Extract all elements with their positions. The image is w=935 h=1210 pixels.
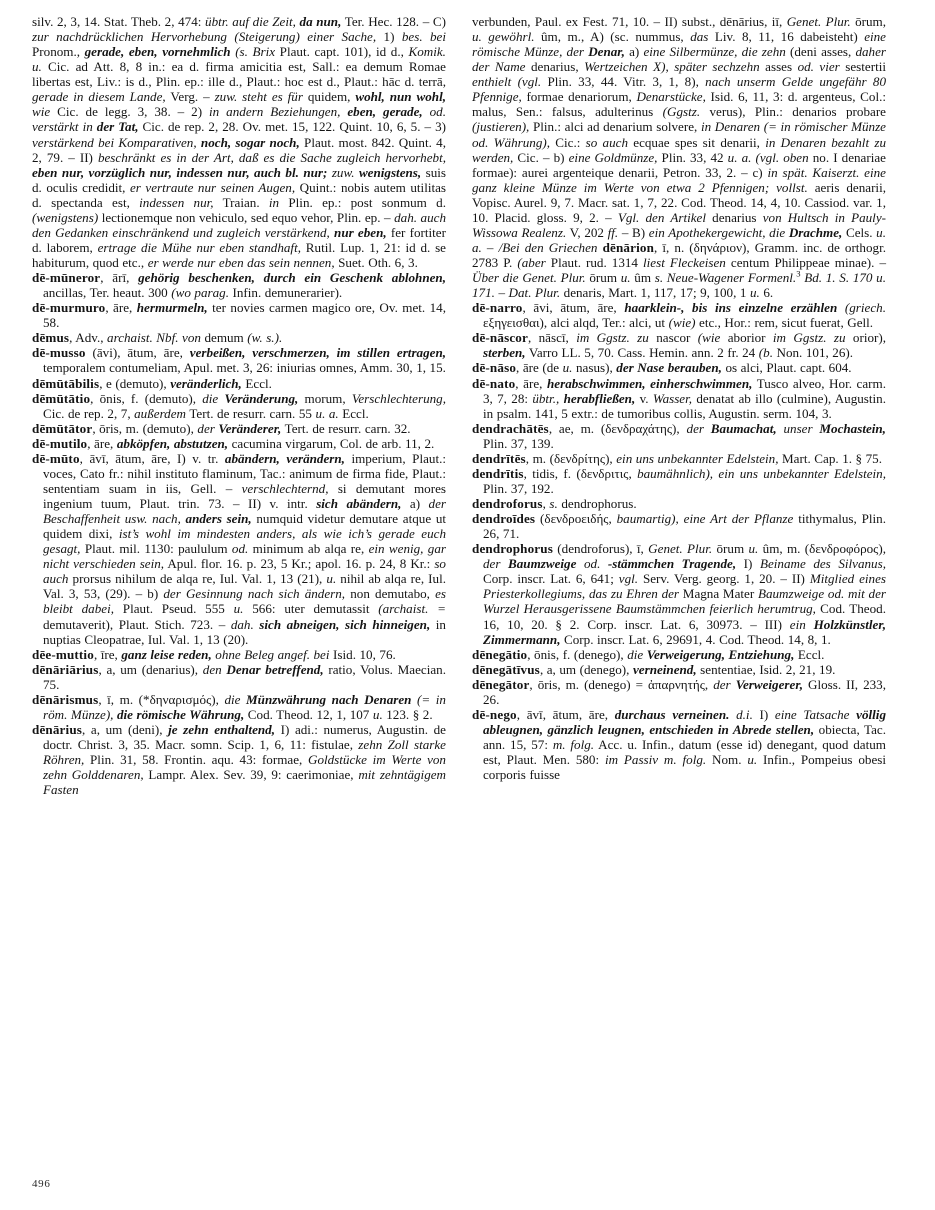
headword: dēnegātor (472, 676, 530, 692)
headword: dēmūtātio (32, 390, 91, 406)
editorial-italic: (s. Brix (235, 44, 276, 60)
headword: dē-narro (472, 300, 523, 316)
dictionary-entry: dē-mutilo, āre, abköpfen, abstutzen, cacumina virgarum, Col. de arb. 11, 2. (32, 435, 435, 451)
editorial-italic: bes. bei (401, 29, 446, 45)
dictionary-entry: dendrachātēs, ae, m. (δενδραχάτης), der Baumachat, unser Mochastein, Plin. 37, 139. (472, 420, 886, 451)
headword: dē-mutilo (32, 435, 88, 451)
dictionary-entry: dēnāriārius, a, um (denarius), den Denar betreffend, ratio, Volus. Maecian. 75. (32, 661, 447, 692)
dictionary-entry: dē-nato, āre, herabschwimmen, einherschwimmen, Tusco alveo, Hor. carm. 3, 7, 28: übtr., herabfließen, v. Wasser, denatat ab illo (culmine), Augustin. in psalm. 141, 5 extr.: de tumoribus collis, Augustin. serm. 104, 3. (472, 375, 886, 421)
editorial-italic: baumartig), eine Art der Pflanze (616, 511, 794, 527)
headword: dē-mūneror (32, 270, 101, 286)
headword: dē-nāso (472, 360, 517, 376)
german-gloss: Verweigerer, (735, 676, 803, 692)
german-gloss: abändern, verändern, (224, 450, 345, 466)
editorial-italic: das (690, 29, 709, 45)
dictionary-entry: dē-nāso, āre (de u. nasus), der Nase berauben, os alci, Plaut. capt. 604. (472, 360, 852, 376)
editorial-italic: ein uns unbekannter Edelstein, (616, 450, 779, 466)
german-gloss: Denar betreffend, (226, 661, 324, 677)
dictionary-entry: dēmūtābilis, e (demuto), veränderlich, Eccl. (32, 375, 272, 391)
editorial-italic: eine Goldmünze, (568, 149, 658, 165)
editorial-italic: Wasser, (652, 390, 693, 406)
editorial-italic: von Hultsch in Pauly-Wissowa Realenz. (472, 209, 886, 240)
editorial-italic: im Ggstz. zu (772, 330, 846, 346)
editorial-italic: od. (231, 541, 249, 557)
editorial-italic: zehn Zoll starke Röhren, (43, 737, 446, 768)
editorial-italic: im Ggstz. zu (576, 330, 649, 346)
dictionary-entry: dē-mūneror, ārī, gehörig beschenken, durch ein Geschenk ablohnen, ancillas, Ter. heaut. 300 (wo parag. Infin. demunerarier). (32, 270, 446, 301)
headword: dēnāriārius (32, 661, 99, 677)
editorial-italic: Dat. Plur. (508, 285, 561, 301)
page-number: 496 (32, 1178, 51, 1190)
german-gloss: sterben, (483, 345, 526, 361)
entry-continuation: verbunden, Paul. ex Fest. 71, 10. – II) subst., dēnārius, iī, Genet. Plur. ōrum, u. gewöhrl. ûm, m., A) (sc. nummus, das Liv. 8, 11, 16 dabeisteht) eine römische Münze, der Denar, a) eine Silbermünze, die zehn (deni asses, daher der Name denarius, Wertzeichen X), später sechzehn asses od. vier sestertii enthielt (vgl. Plin. 33, 44. Vitr. 3, 1, 8), nach unserm Gelde ungefähr 80 Pfennige, formae denariorum, Denarstücke, Isid. 6, 11, 3: d. argenteus, Col.: malus, Sen.: falsus, adulterinus (Ggstz. verus), Plin.: denarios probare (justieren), Plin.: alci ad denarium solvere, in Denaren (= in römischer Münze od. Währung), Cic.: so auch ecquae spes sit denarii, in Denaren bezahlt zu werden, Cic. – b) eine Goldmünze, Plin. 33, 42 u. a. (vgl. oben no. I denariae formae): aurei argenteique denarii, Petron. 33, 2. – c) in spät. Kaiserzt. eine ganz kleine Münze im Werte von etwa 2 Pfennigen; vollst. aeris denarii, Vopisc. Aurel. 9, 7. Macr. sat. 1, 7, 22. Cod. Theod. 14, 4, 10. Cassiod. var. 1, 10. Placid. gloss. 9, 2. – Vgl. den Artikel denarius von Hultsch in Pauly-Wissowa Realenz. V, 202 ff. – B) ein Apothekergewicht, die Drachme, Cels. u. a. – /Bei den Griechen dēnārion, ī, n. (δηνάριον), Gramm. inc. de orthogr. 2783 P. (aber Plaut. rud. 1314 liest Fleckeisen centum Philippeae minae). – Über die Genet. Plur. ōrum u. ûm s. Neue-Wagener Formenl.$^3$ Bd. 1. S. 170 u. 171. – Dat. Plur. denaris, Mart. 1, 117, 17; 9, 100, 1 u. 6. (472, 14, 887, 301)
editorial-italic: (wo parag. (171, 285, 229, 301)
editorial-italic: Denarstücke, (636, 89, 706, 105)
german-gloss: gerade, eben, vornehmlich (84, 44, 231, 60)
editorial-italic: Mitglied eines Priesterkollegiums, das zu Ehren der (483, 571, 886, 602)
dictionary-entry: dē-nego, āvī, ātum, āre, durchaus verneinen. d.i. I) eine Tatsache völlig ableugnen, gänzlich leugnen, entschieden in Abrede stellen, obiecta, Tac. ann. 15, 57: m. folg. Acc. u. Infin., datum (esse id) denegant, quod datum est, Plaut. Men. 580: im Passiv m. folg. Nom. u. Infin., Pompeius obesi corporis fuisse (472, 706, 886, 783)
editorial-italic: Goldstücke im Werte von zehn Golddenaren, (43, 752, 446, 783)
german-gloss: nur; (303, 164, 328, 180)
editorial-italic: in (268, 194, 280, 210)
editorial-italic: vgl. (618, 571, 639, 587)
editorial-italic: nach unserm Gelde ungefähr 80 Pfennige, (472, 74, 886, 105)
dictionary-entry: dēnegātīvus, a, um (denego), verneinend, sententiae, Isid. 2, 21, 19. (472, 661, 836, 677)
editorial-italic: dah. (230, 616, 254, 632)
german-gloss: haarklein-, bis ins einzelne erzählen (624, 300, 838, 316)
editorial-italic: archaist. Nbf. von (107, 330, 201, 346)
german-gloss: die römische Währung, (117, 706, 245, 722)
editorial-italic: beschränkt es in der Art, daß es die Sache zugleich hervorhebt, (97, 149, 446, 165)
editorial-italic: ertrage die Mühe nur eben standhaft, (97, 239, 301, 255)
headword: dē-mūto (32, 450, 80, 466)
dictionary-entry: dendroforus, s. dendrophorus. (472, 496, 637, 511)
german-gloss: Baumachat, (710, 420, 777, 436)
dictionary-entry: dē-musso (āvi), ātum, āre, verbeißen, verschmerzen, im stillen ertragen, temporalem contumeliam, Apul. met. 3, 26: iniurias omnes, Amm. 30, 1, 15. (32, 345, 447, 376)
editorial-italic: m. folg. (552, 737, 595, 752)
editorial-italic: zur nachdrücklichen Hervorhebung (Steigerung) einer Sache, (32, 29, 377, 45)
editorial-italic: u. (326, 571, 337, 587)
headword: dēnārion (602, 239, 655, 255)
editorial-italic: (archaist. = (378, 601, 447, 617)
german-gloss: veränderlich, (170, 375, 242, 391)
right-column (472, 14, 886, 782)
dictionary-entry: dē-narro, āvi, ātum, āre, haarklein-, bis ins einzelne erzählen (griech. εξηγεισθαι), alci alqd, Ter.: alci, ut (wie) etc., Hor.: rem, sicut fuerat, Gell. (472, 300, 886, 331)
dictionary-entry: dēnārius, a, um (deni), je zehn enthaltend, I) adi.: numerus, Augustin. de doctr. Christ. 3, 35. Macr. somn. Scip. 1, 6, 11: fistulae, zehn Zoll starke Röhren, Plin. 31, 58. Frontin. aqu. 43: formae, Goldstücke im Werte von zehn Golddenaren, Lampr. Alex. Sev. 39, 9: caerimoniae, mit zehntägigem Fasten (32, 721, 447, 798)
editorial-italic: s. (549, 496, 558, 511)
editorial-italic: in Denaren (= in römischer Münze od. Währung), (472, 119, 886, 150)
editorial-italic: außerdem (134, 405, 187, 421)
german-gloss: Veränderer, (218, 420, 282, 436)
headword: dē-nato (472, 375, 516, 391)
german-gloss: Holzkünstler, Zimmermann, (483, 616, 886, 647)
german-gloss: wohl, nun wohl, (355, 89, 446, 105)
dictionary-entry: dēmus, Adv., archaist. Nbf. von demum (w. s.). (32, 330, 283, 346)
editorial-italic: der (686, 420, 704, 436)
editorial-italic: zuw. steht es für (214, 89, 303, 105)
editorial-italic: so auch (43, 556, 446, 587)
headword: dēnegātīvus (472, 661, 540, 677)
headword: dendrītēs (472, 450, 526, 466)
editorial-italic: (justieren), (472, 119, 530, 135)
dictionary-entry: dēmūtātor, ōris, m. (demuto), der Veränderer, Tert. de resurr. carn. 32. (32, 420, 411, 436)
editorial-italic: Genet. Plur. (786, 14, 851, 29)
editorial-italic: s. Neue-Wagener Formenl. (654, 270, 797, 286)
editorial-italic: zuw. (331, 164, 355, 180)
editorial-italic: od. vier (797, 59, 840, 75)
editorial-italic: /Bei den Griechen (498, 239, 598, 255)
german-gloss: eben, gerade, (347, 104, 423, 120)
german-gloss: der Tat, (96, 119, 139, 135)
german-gloss: Mochastein, (819, 420, 886, 436)
german-gloss: gehörig beschenken, durch ein Geschenk ablohnen, (138, 270, 446, 286)
german-gloss: Baumzweige (508, 556, 577, 572)
editorial-italic: ist’s wohl im mindesten anders, als wie ich’s gerade euch gesagt, (43, 526, 446, 557)
german-gloss: wenigstens, (358, 164, 422, 180)
editorial-italic: der Beschaffenheit usw. nach, (43, 496, 446, 527)
editorial-italic: (= in röm. Münze), (43, 691, 446, 722)
editorial-italic: Beiname des Silvanus, (759, 556, 886, 572)
editorial-italic: ff. (607, 224, 619, 240)
editorial-italic: den (202, 661, 222, 677)
editorial-italic: Über die Genet. Plur. (472, 270, 586, 286)
editorial-italic: im Passiv m. folg. (604, 752, 707, 768)
german-gloss: abköpfen, abstutzen, (116, 435, 229, 451)
editorial-italic: (aber (517, 255, 546, 270)
editorial-italic: (wenigstens) (32, 209, 99, 225)
editorial-italic: (w. s.). (247, 330, 283, 346)
editorial-italic: der (197, 420, 215, 436)
editorial-italic: u. (747, 752, 758, 768)
german-gloss: -stämmchen Tragende, (607, 556, 737, 572)
headword: dēnārismus (32, 691, 99, 707)
german-gloss: Münzwährung nach Denaren (246, 691, 412, 707)
dictionary-entry: dēnegātor, ōris, m. (denego) = ἀπαρνητής, der Verweigerer, Gloss. II, 233, 26. (472, 676, 887, 707)
left-column (32, 14, 446, 797)
german-gloss: der Nase berauben, (616, 360, 722, 376)
editorial-italic: der (713, 676, 731, 692)
editorial-italic: übtr. auf die Zeit, (205, 14, 296, 29)
editorial-italic: u. (750, 285, 760, 301)
editorial-italic: übtr., (532, 390, 560, 406)
german-gloss: noch, sogar noch, (200, 134, 300, 150)
german-gloss: Drachme, (788, 224, 843, 240)
editorial-italic: Wertzeichen X), später sechzehn (584, 59, 760, 75)
headword: dē-nāscor (472, 330, 528, 346)
dictionary-entry: dendrītēs, m. (δενδρίτης), ein uns unbekannter Edelstein, Mart. Cap. 1. § 75. (472, 450, 883, 466)
editorial-italic: der Gesinnung nach sich ändern, (163, 586, 346, 602)
editorial-italic: ein wenig, gar nicht verschieden sein, (43, 541, 446, 572)
editorial-italic: u. (748, 541, 759, 557)
editorial-italic: verstärkend bei Komparativen, (32, 134, 197, 150)
editorial-italic: ein (789, 616, 806, 632)
german-gloss: da nun, (299, 14, 342, 29)
editorial-italic: enthielt (vgl. (472, 74, 542, 90)
dictionary-entry: dendrītis, tidis, f. (δενδριτις, baumähnlich), ein uns unbekannter Edelstein, Plin. 37, 192. (472, 465, 887, 496)
headword: dendrachātēs (472, 420, 549, 436)
editorial-italic: in Denaren bezahlt zu werden, (472, 134, 886, 165)
headword: dēe-muttio (32, 646, 94, 662)
headword: dēmūtābilis (32, 375, 100, 391)
german-gloss: je zehn enthaltend, (168, 721, 275, 737)
dictionary-entry: dē-nāscor, nāscī, im Ggstz. zu nascor (wie aborior im Ggstz. zu orior), sterben, Varro LL. 5, 70. Cass. Hemin. ann. 2 fr. 24 (b. Non. 101, 26). (472, 330, 887, 361)
german-gloss: verbeißen, verschmerzen, im stillen ertragen, (189, 345, 447, 361)
editorial-italic: od. verstärkt in (32, 104, 446, 135)
german-gloss: Denar, (588, 44, 625, 60)
editorial-italic: die (627, 646, 644, 662)
editorial-italic: dah. auch den Gedanken einschränkend und zugleich verstärkend, (32, 209, 447, 240)
headword: dendrophorus (472, 541, 553, 557)
german-gloss: sich abändern, (316, 496, 402, 511)
editorial-italic: eine römische Münze, der (472, 29, 886, 60)
editorial-italic: mit zehntägigem Fasten (43, 767, 447, 798)
editorial-italic: u. (372, 706, 383, 722)
headword: dendrītis (472, 465, 524, 481)
headword: dēnegātio (472, 646, 528, 662)
german-gloss: Verweigerung, Entziehung, (646, 646, 795, 662)
german-gloss: ganz leise reden, (121, 646, 212, 662)
editorial-italic: die (224, 691, 241, 707)
editorial-italic: in andern Beziehungen, (209, 104, 341, 120)
headword: dēmūtātor (32, 420, 93, 436)
headword: dendroīdes (472, 511, 536, 527)
editorial-italic: er werde nur eben das sein nennen, (147, 255, 335, 270)
editorial-italic: ein Apothekergewicht, die (648, 224, 786, 240)
headword: dē-murmuro (32, 300, 106, 316)
german-gloss: durchaus verneinen. (614, 706, 730, 722)
dictionary-entry: dendrophorus (dendroforus), ī, Genet. Plur. ōrum u. ûm, m. (δενδροφόρος), der Baumzweige od. -stämmchen Tragende, I) Beiname des Silvanus, Corp. inscr. Lat. 6, 641; vgl. Serv. Verg. georg. 1, 20. – II) Mitglied eines Priesterkollegiums, das zu Ehren der Magna Mater Baumzweige od. mit der Wurzel Herausgerissene Baumstämmchen feierlich herumtrug, Cod. Theod. 16, 10, 20. § 2. Corp. inscr. Lat. 6, 30973. – III) ein Holzkünstler, Zimmermann, Corp. inscr. Lat. 6, 29691, 4. Cod. Theod. 14, 8, 1. (472, 541, 886, 647)
german-gloss: eben nur, vorzüglich nur, indessen nur, auch bl. (32, 164, 299, 180)
editorial-italic: od. (583, 556, 601, 572)
editorial-italic: u. (620, 270, 631, 286)
editorial-italic: (Ggstz. (662, 104, 701, 120)
german-gloss: völlig ableugnen, gänzlich leugnen, entschieden in Abrede stellen, (483, 706, 886, 737)
editorial-italic: u. a. (315, 405, 339, 421)
editorial-italic: d.i. (736, 706, 753, 722)
editorial-italic: gerade in diesem Lande, (32, 89, 166, 105)
german-gloss: hermurmeln, (136, 300, 208, 316)
headword: dē-musso (32, 345, 86, 361)
dictionary-entry: dē-murmuro, āre, hermurmeln, ter novies carmen magico ore, Ov. met. 14, 58. (32, 300, 446, 331)
editorial-italic: Vgl. den Artikel (617, 209, 706, 225)
german-gloss: nur eben, (334, 224, 387, 240)
editorial-italic: in spät. Kaiserzt. eine ganz kleine Münze im Werte von etwa 2 Pfennigen; vollst. (472, 164, 886, 195)
editorial-italic: er vertraute nur seinen Augen, (129, 179, 296, 195)
editorial-italic: die (202, 390, 219, 406)
editorial-italic: indessen nur, (139, 194, 214, 210)
editorial-italic: so auch (585, 134, 628, 150)
dictionary-entry: dēnārismus, ī, m. (*δηναρισμός), die Münzwährung nach Denaren (= in röm. Münze), die römische Währung, Cod. Theod. 12, 1, 107 u. 123. § 2. (32, 691, 446, 722)
editorial-italic: Bd. 1. S. 170 u. 171. (472, 270, 886, 301)
dictionary-entry: dē-mūto, āvī, ātum, āre, I) v. tr. abändern, verändern, imperium, Plaut.: voces, Cato fr.: nihil instituto flaminum, Tac.: animum de firma fide, Plaut.: sententiam suam in iis, Gell. – verschlechternd, si demutant mores ingenium tuum, Plaut. trin. 73. – II) v. intr. sich abändern, a) der Beschaffenheit usw. nach, anders sein, numquid videtur demutare atque ut quidem dixi, ist’s wohl im mindesten anders, als wie ich’s gerade euch gesagt, Plaut. mil. 1130: paululum od. minimum ab alqa re, ein wenig, gar nicht verschieden sein, Apul. flor. 16. p. 23, 5 Kr.; apol. 16. p. 24, 8 Kr.: so auch prorsus nihilum de alqa re, Iul. Val. 1, 13 (21), u. nihil ab alqa re, Iul. Val. 3, 53, (29). – b) der Gesinnung nach sich ändern, non demutabo, es bleibt dabei, Plaut. Pseud. 555 u. 566: uter demutassit (archaist. = demutaverit), Plaut. Stich. 723. – dah. sich abneigen, sich hinneigen, in nuptias Cleopatrae, Iul. Val. 1, 13 (20). (32, 450, 447, 647)
editorial-italic: u. a. (vgl. oben (727, 149, 809, 165)
editorial-italic: eine Silbermünze, die zehn (643, 44, 786, 60)
editorial-italic: daher der Name (472, 44, 886, 75)
editorial-italic: (griech. (844, 300, 886, 316)
dictionary-entry: dēe-muttio, īre, ganz leise reden, ohne Beleg angef. bei Isid. 10, 76. (32, 646, 396, 662)
entry-continuation: silv. 2, 3, 14. Stat. Theb. 2, 474: übtr. auf die Zeit, da nun, Ter. Hec. 128. – C) zur nachdrücklichen Hervorhebung (Steigerung) einer Sache, 1) bes. bei Pronom., gerade, eben, vornehmlich (s. Brix Plaut. capt. 101), id d., Komik. u. Cic. ad Att. 8, 8 in.: ea d. firma amicitia est, Sall.: ea demum Romae libertas est, Liv.: is d., Plin. ep.: ille d., Plaut.: hoc est d., Plaut.: hāc d. terrā, gerade in diesem Lande, Verg. – zuw. steht es für quidem, wohl, nun wohl, wie Cic. de legg. 3, 38. – 2) in andern Beziehungen, eben, gerade, od. verstärkt in der Tat, Cic. de rep. 2, 28. Ov. met. 15, 122. Quint. 10, 6, 5. – 3) verstärkend bei Komparativen, noch, sogar noch, Plaut. most. 842. Quint. 4, 2, 79. – II) beschränkt es in der Art, daß es die Sache zugleich hervorhebt, eben nur, vorzüglich nur, indessen nur, auch bl. nur; zuw. wenigstens, suis d. oculis credidit, er vertraute nur seinen Augen, Quint.: nobis autem utilitas d. spectanda est, indessen nur, Traian. in Plin. ep.: post sonmum d. (wenigstens) lectionemque non vehiculo, sed equo vehor, Plin. ep. – dah. auch den Gedanken einschränkend und zugleich verstärkend, nur eben, fer fortiter d. laborem, ertrage die Mühe nur eben standhaft, Rutil. Lup. 1, 21: id d. se habiturum, quod etc., er werde nur eben das sein nennen, Suet. Oth. 6, 3. (32, 14, 447, 270)
two-column-layout (32, 14, 887, 797)
dictionary-entry: dēnegātio, ōnis, f. (denego), die Verweigerung, Entziehung, Eccl. (472, 646, 825, 662)
headword: dēmus (32, 330, 70, 346)
editorial-italic: (wie (697, 330, 721, 346)
german-gloss: herabschwimmen, einherschwimmen, (547, 375, 753, 391)
dictionary-entry: dēmūtātio, ōnis, f. (demuto), die Veränderung, morum, Verschlechterung, Cic. de rep. 2, 7, außerdem Tert. de resurr. carn. 55 u. a. Eccl. (32, 390, 446, 421)
german-gloss: herabfließen, (563, 390, 636, 406)
editorial-italic: u. (233, 601, 244, 617)
editorial-italic: verschlechternd, (241, 480, 329, 496)
editorial-italic: Baumzweige od. mit der Wurzel Herausgerissene Baumstämmchen feierlich herumtrug, (483, 586, 886, 617)
headword: dēnārius (32, 721, 83, 737)
german-gloss: Veränderung, (224, 390, 299, 406)
editorial-italic: (b. (758, 345, 773, 361)
editorial-italic: u. gewöhrl. (472, 29, 535, 45)
german-gloss: anders sein, (185, 511, 252, 527)
german-gloss: verneinend, (632, 661, 697, 677)
editorial-italic: u. a. (472, 224, 886, 255)
editorial-italic: Verschlechterung, (351, 390, 446, 406)
editorial-italic: wie (32, 104, 51, 120)
editorial-italic: eine Tatsache (774, 706, 850, 722)
headword: dē-nego (472, 706, 517, 722)
editorial-italic: es bleibt dabei, (43, 586, 447, 617)
editorial-italic: der (483, 556, 501, 572)
editorial-italic: unser (783, 420, 813, 436)
dictionary-entry: dendroīdes (δενδροειδής, baumartig), eine Art der Pflanze tithymalus, Plin. 26, 71. (472, 511, 886, 542)
editorial-italic: baumähnlich), ein uns unbekannter Edelstein, (637, 465, 887, 481)
editorial-italic: ohne Beleg angef. bei (215, 646, 330, 662)
editorial-italic: liest Fleckeisen (643, 255, 726, 270)
german-gloss: sich abneigen, sich hinneigen, (259, 616, 431, 632)
headword: dendroforus (472, 496, 543, 511)
editorial-italic: u. (562, 360, 573, 376)
editorial-italic: Genet. Plur. (648, 541, 713, 557)
editorial-italic: (wie) (668, 315, 696, 331)
editorial-italic: Komik. u. (32, 44, 446, 75)
